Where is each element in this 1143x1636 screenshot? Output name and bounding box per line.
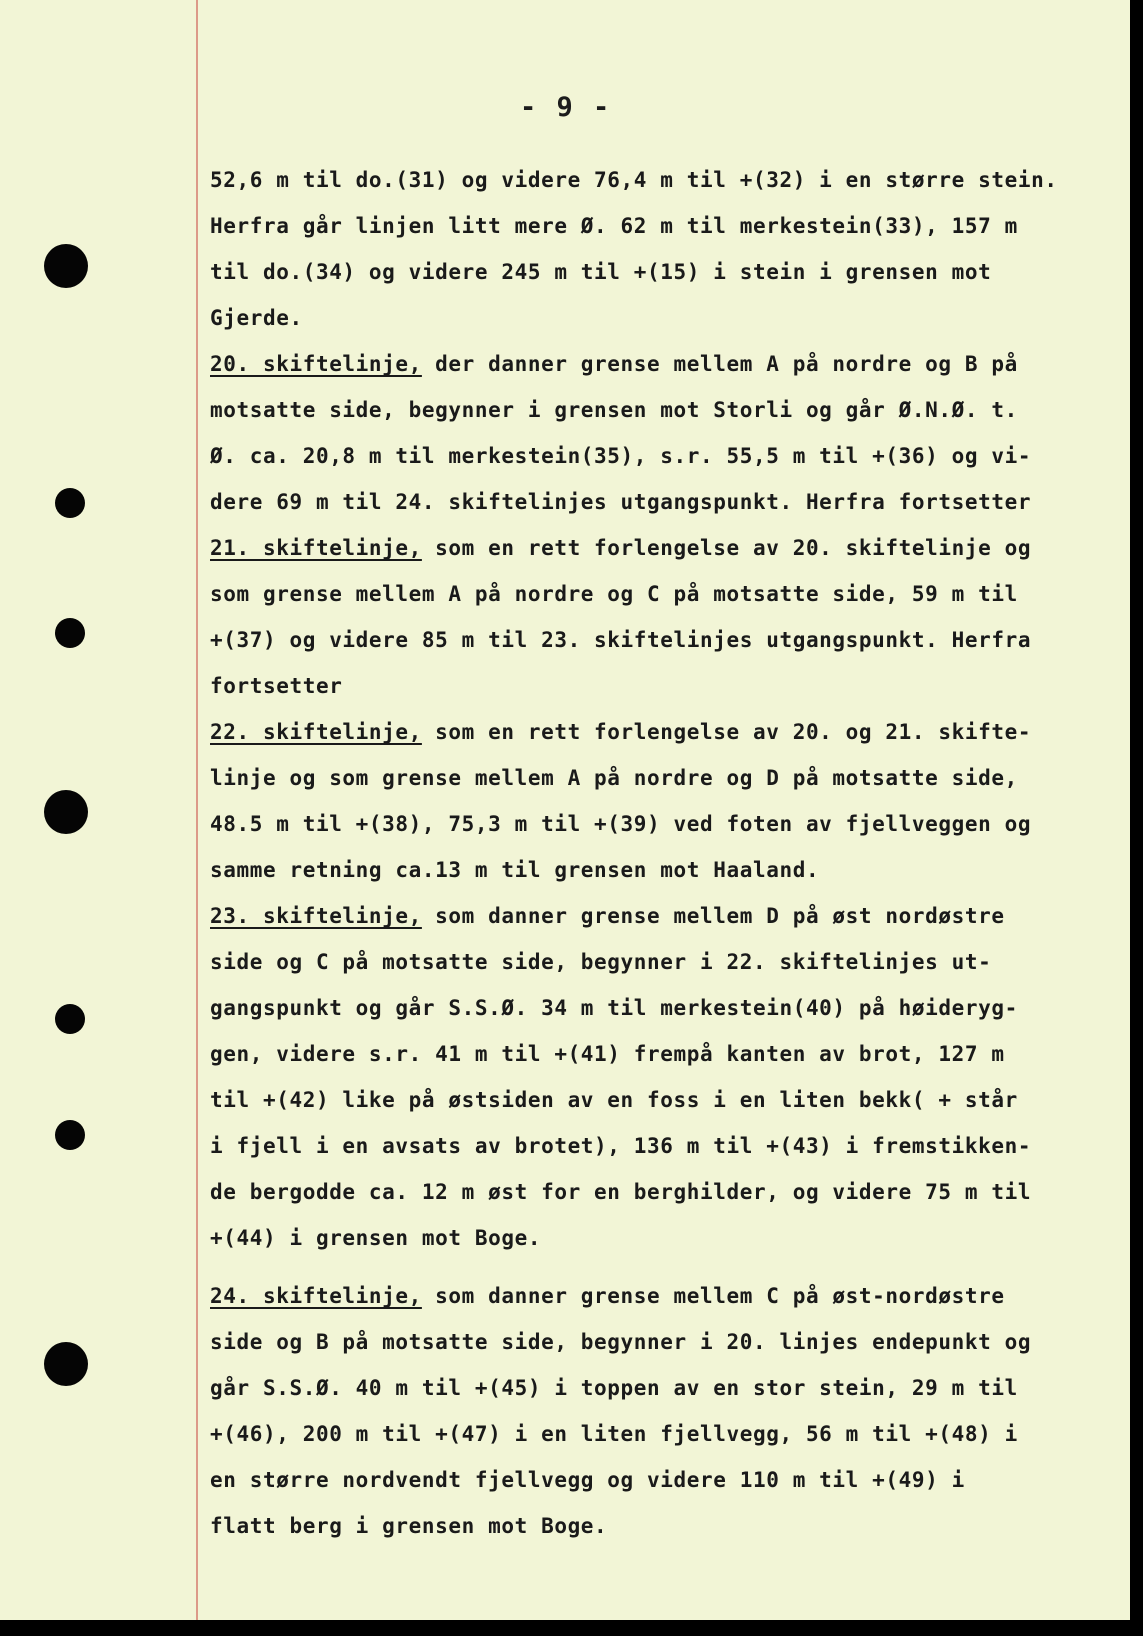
text-line: +(46), 200 m til +(47) i en liten fjellvegg, 56 m til +(48) i — [210, 1422, 1018, 1446]
text-line: dere 69 m til 24. skiftelinjes utgangspunkt. Herfra fortsetter — [210, 490, 1032, 514]
text-line: +(37) og videre 85 m til 23. skiftelinjes utgangspunkt. Herfra — [210, 628, 1032, 652]
text-line: Ø. ca. 20,8 m til merkestein(35), s.r. 55,5 m til +(36) og vi- — [210, 444, 1032, 468]
text-line: samme retning ca.13 m til grensen mot Haaland. — [210, 858, 820, 882]
text-line: går S.S.Ø. 40 m til +(45) i toppen av en stor stein, 29 m til — [210, 1376, 1018, 1400]
section-heading: 21. skiftelinje, — [210, 536, 422, 560]
punch-hole — [55, 1004, 85, 1034]
section-line: 23. skiftelinje, som danner grense mellem D på øst nordøstre — [210, 904, 1005, 928]
page-number: - 9 - — [520, 92, 612, 123]
section-heading: 20. skiftelinje, — [210, 352, 422, 376]
text-line: en større nordvendt fjellvegg og videre 110 m til +(49) i — [210, 1468, 965, 1492]
margin-rule — [196, 0, 198, 1620]
text-line: i fjell i en avsats av brotet), 136 m til +(43) i fremstikken- — [210, 1134, 1032, 1158]
text-line: side og B på motsatte side, begynner i 20. linjes endepunkt og — [210, 1330, 1032, 1354]
text-line: som grense mellem A på nordre og C på motsatte side, 59 m til — [210, 582, 1018, 606]
section-line: 20. skiftelinje, der danner grense mellem A på nordre og B på — [210, 352, 1018, 376]
text-line: fortsetter — [210, 674, 343, 698]
punch-hole — [44, 1342, 88, 1386]
section-heading: 23. skiftelinje, — [210, 904, 422, 928]
text-line: gangspunkt og går S.S.Ø. 34 m til merkestein(40) på høideryg- — [210, 996, 1018, 1020]
section-line: 21. skiftelinje, som en rett forlengelse av 20. skiftelinje og — [210, 536, 1032, 560]
text-line: de bergodde ca. 12 m øst for en berghilder, og videre 75 m til — [210, 1180, 1032, 1204]
text-line: 48.5 m til +(38), 75,3 m til +(39) ved foten av fjellveggen og — [210, 812, 1032, 836]
punch-hole — [44, 790, 88, 834]
section-line: 22. skiftelinje, som en rett forlengelse av 20. og 21. skifte- — [210, 720, 1032, 744]
text-line: 52,6 m til do.(31) og videre 76,4 m til +(32) i en større stein. — [210, 168, 1058, 192]
text-line: til +(42) like på østsiden av en foss i en liten bekk( + står — [210, 1088, 1018, 1112]
punch-hole — [55, 618, 85, 648]
punch-hole — [55, 488, 85, 518]
text-line: til do.(34) og videre 245 m til +(15) i stein i grensen mot — [210, 260, 992, 284]
section-heading: 24. skiftelinje, — [210, 1284, 422, 1308]
punch-hole — [55, 1120, 85, 1150]
text-line: +(44) i grensen mot Boge. — [210, 1226, 542, 1250]
text-line: Gjerde. — [210, 306, 303, 330]
text-line: motsatte side, begynner i grensen mot Storli og går Ø.N.Ø. t. — [210, 398, 1018, 422]
text-line: gen, videre s.r. 41 m til +(41) frempå kanten av brot, 127 m — [210, 1042, 1005, 1066]
section-heading: 22. skiftelinje, — [210, 720, 422, 744]
section-line: 24. skiftelinje, som danner grense mellem C på øst-nordøstre — [210, 1284, 1005, 1308]
text-line: linje og som grense mellem A på nordre og D på motsatte side, — [210, 766, 1018, 790]
text-line: flatt berg i grensen mot Boge. — [210, 1514, 608, 1538]
text-line: side og C på motsatte side, begynner i 22. skiftelinjes ut- — [210, 950, 992, 974]
punch-hole — [44, 244, 88, 288]
text-line: Herfra går linjen litt mere Ø. 62 m til merkestein(33), 157 m — [210, 214, 1018, 238]
